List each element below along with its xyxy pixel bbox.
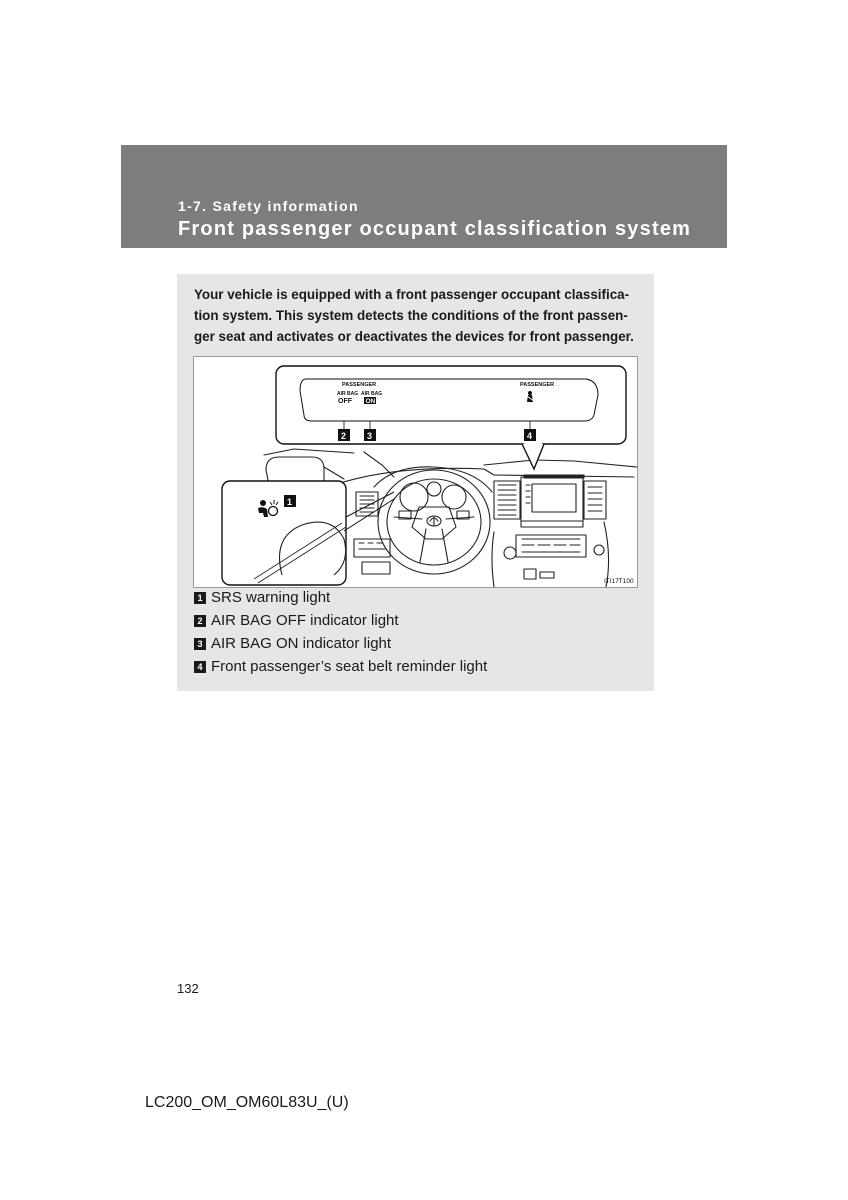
page-number: 132 xyxy=(177,981,199,996)
legend-item xyxy=(194,586,487,609)
chapter-header xyxy=(121,145,727,248)
callout-2: 2 xyxy=(341,431,347,441)
steering-wheel xyxy=(378,470,490,574)
intro-line: Your vehicle is equipped with a front passenger occupant classifica- xyxy=(194,287,630,302)
legend-item xyxy=(194,655,487,678)
legend-text: Front passenger’s seat belt reminder light xyxy=(211,658,488,675)
dashboard-illustration xyxy=(193,356,638,588)
figure-code: ITI17T100 xyxy=(604,578,634,585)
legend-item xyxy=(194,609,487,632)
info-panel xyxy=(177,274,654,691)
footer-code: LC200_OM_OM60L83U_(U) xyxy=(145,1094,349,1111)
legend-list xyxy=(194,586,487,678)
intro-line: tion system. This system detects the conditions of the front passen- xyxy=(194,308,628,323)
passenger-label-right: PASSENGER xyxy=(520,382,555,388)
legend-text: AIR BAG ON indicator light xyxy=(211,635,392,652)
page-title: Front passenger occupant classification system xyxy=(178,218,692,240)
intro-text xyxy=(194,284,639,347)
legend-item xyxy=(194,632,487,655)
legend-number: 4 xyxy=(194,661,206,673)
airbag-on-label: AIR BAG xyxy=(361,391,383,397)
airbag-on-text: ON xyxy=(365,398,376,405)
callout-3: 3 xyxy=(367,431,373,441)
intro-line: ger seat and activates or deactivates the devices for front passenger. xyxy=(194,329,634,344)
airbag-off-label: AIR BAG xyxy=(337,391,359,397)
legend-text: AIR BAG OFF indicator light xyxy=(211,612,399,629)
airbag-off-text: OFF xyxy=(338,398,352,405)
legend-text: SRS warning light xyxy=(211,589,331,606)
callout-4: 4 xyxy=(527,431,533,441)
section-label: 1-7. Safety information xyxy=(178,198,359,214)
passenger-label-left: PASSENGER xyxy=(342,382,377,388)
legend-number: 3 xyxy=(194,638,206,650)
legend-number: 1 xyxy=(194,592,206,604)
legend-number: 2 xyxy=(194,615,206,627)
indicator-panel-callout xyxy=(276,366,626,444)
callout-1: 1 xyxy=(287,497,293,507)
